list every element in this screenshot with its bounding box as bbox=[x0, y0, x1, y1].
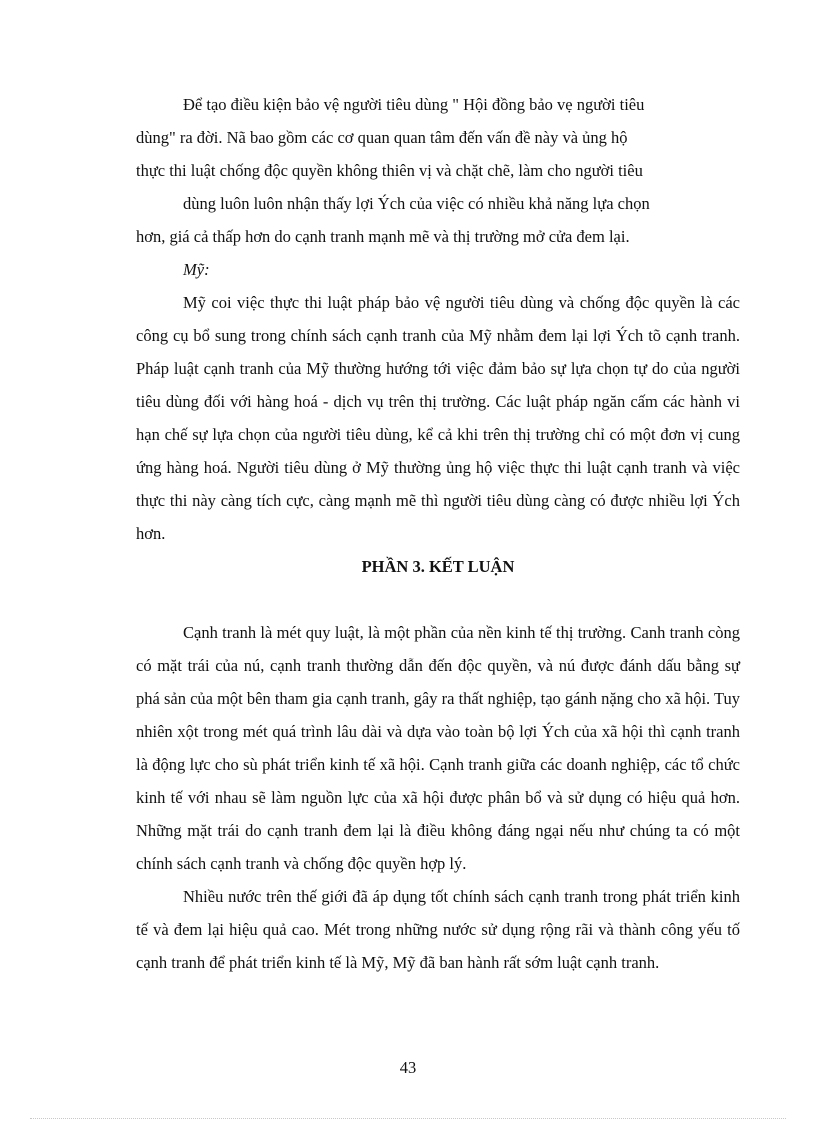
paragraph-conclusion-2: Nhiều nước trên thế giới đã áp dụng tốt chính sách cạnh tranh trong phát triển kinh tế và đem lại hiệu quả cao. Mét trong những nước sử dụng rộng rãi và thành công yếu tố cạnh tranh để phát triển kinh tế là Mỹ, Mỹ đã ban hành rất sớm luật cạnh tranh. bbox=[136, 887, 740, 972]
paragraph-consumer-council bbox=[136, 88, 740, 253]
paragraph-my: Mỹ coi việc thực thi luật pháp bảo vệ người tiêu dùng và chống độc quyền là các công cụ bổ sung trong chính sách cạnh tranh của Mỹ nhằm đem lại lợi Ých tõ cạnh tranh. Pháp luật cạnh tranh của Mỹ thường hướng tới việc đảm bảo sự lựa chọn tự do của người tiêu dùng đối với hàng hoá - dịch vụ trên thị trường. Các luật pháp ngăn cấm các hành vi hạn chế sự lựa chọn của người tiêu dùng, kể cả khi trên thị trường chỉ có một đơn vị cung ứng hàng hoá. Người tiêu dùng ở Mỹ thường ủng hộ việc thực thi luật cạnh tranh và việc thực thi này càng tích cực, càng mạnh mẽ thì người tiêu dùng càng có được nhiều lợi Ých hơn. bbox=[136, 293, 740, 543]
page-number: 43 bbox=[399, 1058, 417, 1077]
section-title: PHẦN 3. KẾT LUẬN bbox=[361, 557, 515, 576]
paragraph-conclusion-1: Cạnh tranh là mét quy luật, là một phần của nền kinh tế thị trường. Canh tranh còng có mặt trái của nú, cạnh tranh thường dẫn đến độc quyền, và nú được đánh dấu bằng sự phá sản của một bên tham gia cạnh tranh, gây ra thất nghiệp, tạo gánh nặng cho xã hội. Tuy nhiên xột trong mét quá trình lâu dài và dựa vào toàn bộ lợi Ých của xã hội thì cạnh tranh là động lực cho sù phát triển kinh tế xã hội. Cạnh tranh giữa các doanh nghiệp, các tổ chức kinh tế với nhau sẽ làm nguồn lực của xã hội được phân bổ và sử dụng có hiệu quả hơn. Những mặt trái do cạnh tranh đem lại là điều không đáng ngại nếu như chúng ta có một chính sách cạnh tranh và chống độc quyền hợp lý. bbox=[136, 623, 740, 873]
text-line: dùng luôn luôn nhận thấy lợi Ých của việc có nhiều khả năng lựa chọn bbox=[183, 194, 650, 213]
text-line: dùng" ra đời. Nã bao gồm các cơ quan quan tâm đến vấn đề này và ủng hộ bbox=[136, 128, 628, 147]
page-content bbox=[136, 88, 740, 979]
subheading-my: Mỹ: bbox=[183, 260, 210, 279]
text-line: thực thi luật chống độc quyền không thiên vị và chặt chẽ, làm cho người tiêu bbox=[136, 161, 643, 180]
page-bottom-divider bbox=[30, 1118, 786, 1119]
text-line: Để tạo điều kiện bảo vệ người tiêu dùng " Hội đồng bảo vẹ người tiêu bbox=[183, 95, 645, 114]
text-line: hơn, giá cả thấp hơn do cạnh tranh mạnh mẽ và thị trường mở cửa đem lại. bbox=[136, 227, 630, 246]
